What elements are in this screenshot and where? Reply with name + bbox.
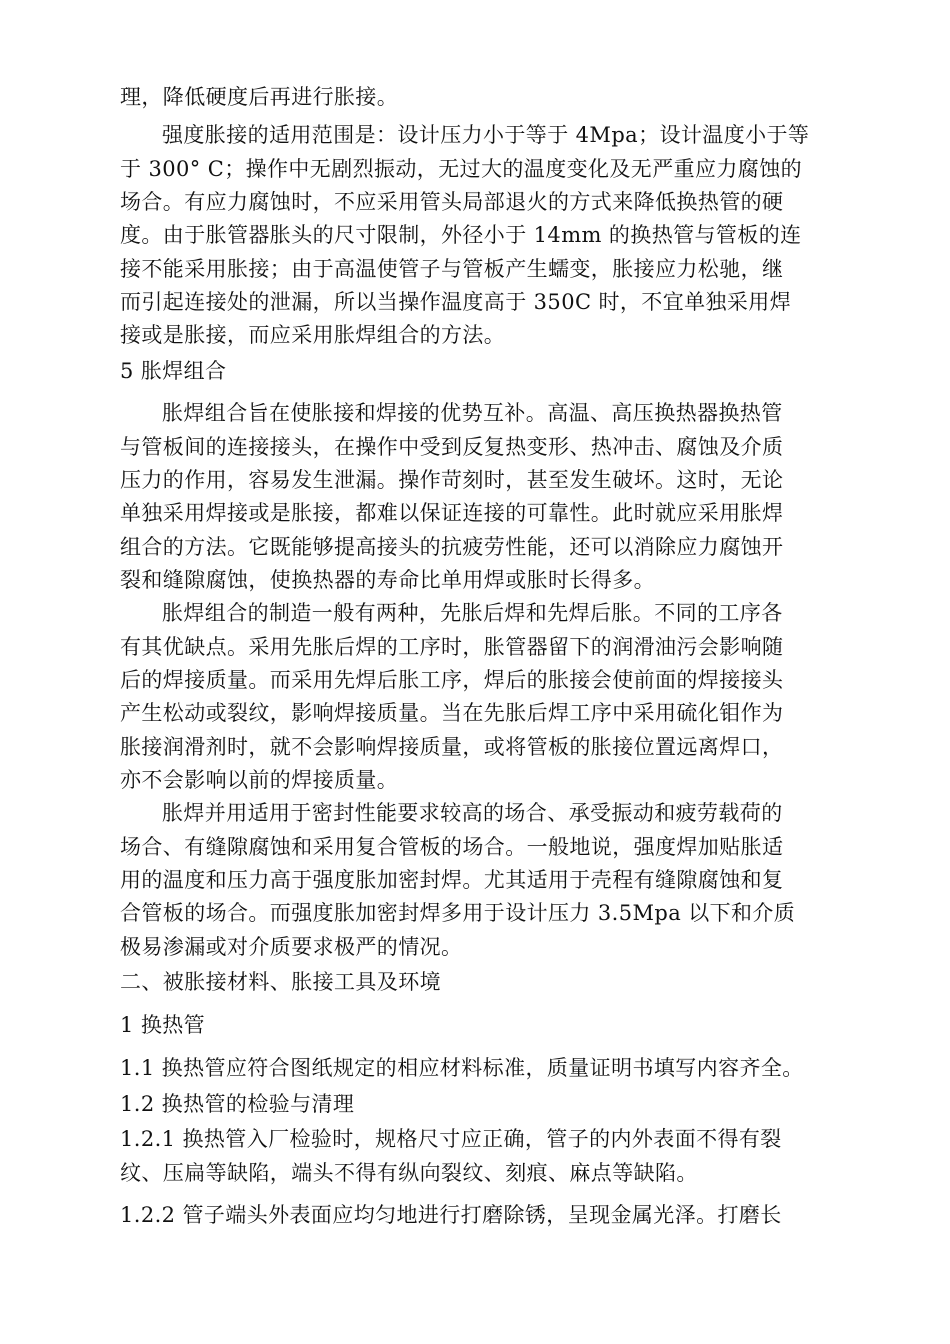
text-line: 用的温度和压力高于强度胀加密封焊。尤其适用于壳程有缝隙腐蚀和复 bbox=[120, 868, 784, 892]
text-line: 强度胀接的适用范围是：设计压力小于等于 4Mpa；设计温度小于等 bbox=[162, 123, 810, 147]
text-line: 组合的方法。它既能够提高接头的抗疲劳性能，还可以消除应力腐蚀开 bbox=[120, 535, 784, 559]
section-heading: 1 换热管 bbox=[120, 1013, 206, 1037]
text-line: 1.2.1 换热管入厂检验时，规格尺寸应正确，管子的内外表面不得有裂 bbox=[120, 1127, 782, 1151]
text-line: 1.2.2 管子端头外表面应均匀地进行打磨除锈，呈现金属光泽。打磨长 bbox=[120, 1203, 782, 1227]
text-line: 极易渗漏或对介质要求极严的情况。 bbox=[120, 935, 463, 959]
text-line: 胀接润滑剂时，就不会影响焊接质量，或将管板的胀接位置远离焊口， bbox=[120, 735, 784, 759]
text-line: 裂和缝隙腐蚀，使换热器的寿命比单用焊或胀时长得多。 bbox=[120, 568, 655, 592]
text-line: 场合、有缝隙腐蚀和采用复合管板的场合。一般地说，强度焊加贴胀适 bbox=[120, 835, 784, 859]
text-line: 胀焊并用适用于密封性能要求较高的场合、承受振动和疲劳载荷的 bbox=[162, 801, 783, 825]
section-heading: 5 胀焊组合 bbox=[120, 359, 227, 383]
text-line: 压力的作用，容易发生泄漏。操作苛刻时，甚至发生破坏。这时，无论 bbox=[120, 468, 784, 492]
text-line: 胀焊组合的制造一般有两种，先胀后焊和先焊后胀。不同的工序各 bbox=[162, 601, 783, 625]
text-line: 理，降低硬度后再进行胀接。 bbox=[120, 85, 399, 109]
text-line: 1.1 换热管应符合图纸规定的相应材料标准，质量证明书填写内容齐全。 bbox=[120, 1056, 804, 1080]
chapter-heading: 二、被胀接材料、胀接工具及环境 bbox=[120, 970, 441, 994]
text-line: 有其优缺点。采用先胀后焊的工序时，胀管器留下的润滑油污会影响随 bbox=[120, 635, 784, 659]
text-line: 接或是胀接，而应采用胀焊组合的方法。 bbox=[120, 323, 506, 347]
text-line: 产生松动或裂纹，影响焊接质量。当在先胀后焊工序中采用硫化钼作为 bbox=[120, 701, 784, 725]
text-line: 接不能采用胀接；由于高温使管子与管板产生蠕变，胀接应力松驰，继 bbox=[120, 257, 784, 281]
text-line: 胀焊组合旨在使胀接和焊接的优势互补。高温、高压换热器换热管 bbox=[162, 401, 783, 425]
text-line: 而引起连接处的泄漏，所以当操作温度高于 350C 时，不宜单独采用焊 bbox=[120, 290, 792, 314]
text-line: 纹、压扁等缺陷，端头不得有纵向裂纹、刻痕、麻点等缺陷。 bbox=[120, 1161, 698, 1185]
text-line: 度。由于胀管器胀头的尺寸限制，外径小于 14mm 的换热管与管板的连 bbox=[120, 223, 802, 247]
subsection-heading: 1.2 换热管的检验与清理 bbox=[120, 1092, 355, 1116]
text-line: 于 300° C；操作中无剧烈振动，无过大的温度变化及无严重应力腐蚀的 bbox=[120, 157, 802, 181]
text-line: 场合。有应力腐蚀时，不应采用管头局部退火的方式来降低换热管的硬 bbox=[120, 190, 784, 214]
text-line: 单独采用焊接或是胀接，都难以保证连接的可靠性。此时就应采用胀焊 bbox=[120, 501, 784, 525]
text-line: 与管板间的连接接头，在操作中受到反复热变形、热冲击、腐蚀及介质 bbox=[120, 435, 784, 459]
text-line: 亦不会影响以前的焊接质量。 bbox=[120, 768, 399, 792]
text-line: 合管板的场合。而强度胀加密封焊多用于设计压力 3.5Mpa 以下和介质 bbox=[120, 901, 796, 925]
text-line: 后的焊接质量。而采用先焊后胀工序，焊后的胀接会使前面的焊接接头 bbox=[120, 668, 784, 692]
